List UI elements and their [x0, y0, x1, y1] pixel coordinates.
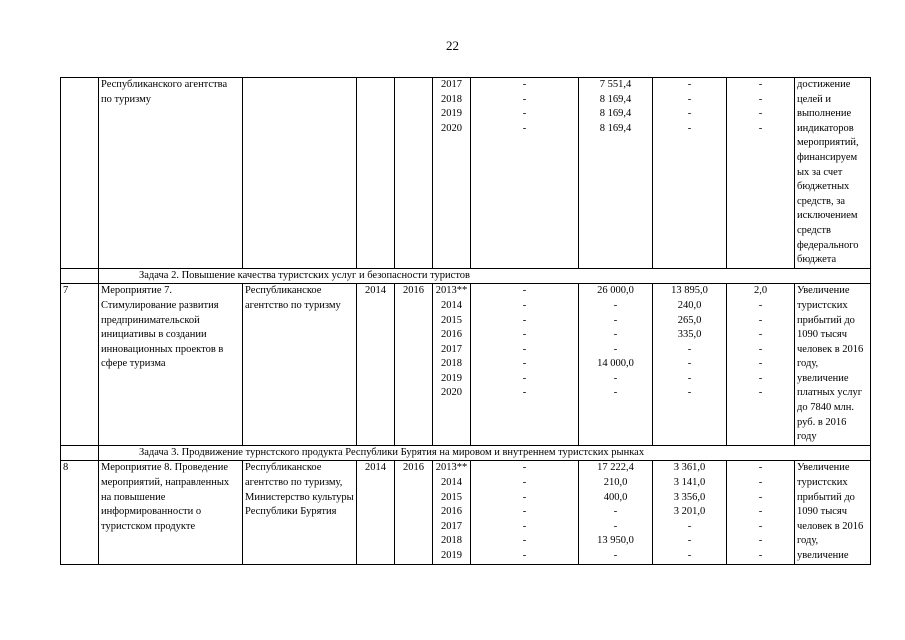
- funding-col-2-value: -: [613, 343, 618, 355]
- years-cell-value: 2014: [441, 299, 462, 311]
- funding-col-4-value: -: [758, 343, 763, 355]
- funding-col-1: [471, 461, 579, 564]
- funding-col-2: [579, 461, 653, 564]
- funding-col-1-value: -: [522, 550, 527, 561]
- years-cell: [433, 78, 471, 269]
- years-cell-value: 2015: [441, 314, 462, 326]
- funding-col-2-value: -: [613, 329, 618, 341]
- funding-col-3-value: 265,0: [677, 314, 702, 326]
- measure-name: Мероприятие 8. Проведение мероприятий, направленных на повышение информированности о туристском продукте: [99, 461, 243, 564]
- years-cell-value: 2013**: [435, 462, 468, 474]
- years-cell-value: 2015: [441, 491, 462, 503]
- years-cell-value: 2016: [441, 506, 462, 518]
- funding-col-4-value: -: [758, 387, 763, 399]
- start-year: 2014: [357, 461, 395, 564]
- funding-col-2-value: -: [613, 387, 618, 399]
- end-year: 2016: [395, 461, 433, 564]
- funding-col-4-value: -: [758, 108, 763, 120]
- funding-col-4-value: -: [758, 122, 763, 134]
- measure-name: Мероприятие 7. Стимулирование развития предпринимательской инициативы в создании инновационных проектов в сфере туризма: [99, 284, 243, 446]
- funding-col-2-value: -: [613, 550, 618, 561]
- task-row: [61, 445, 871, 461]
- funding-col-1: [471, 78, 579, 269]
- funding-col-4-value: -: [758, 314, 763, 326]
- executor: Республиканское агентство по туризму: [243, 284, 357, 446]
- years-cell-value: 2018: [441, 535, 462, 547]
- funding-col-4: [727, 284, 795, 446]
- funding-col-4-value: -: [758, 93, 763, 105]
- funding-col-3: [653, 284, 727, 446]
- funding-col-4-value: -: [758, 462, 763, 474]
- funding-col-3-value: 3 201,0: [673, 506, 706, 518]
- funding-col-4: [727, 461, 795, 564]
- years-cell: [433, 284, 471, 446]
- funding-col-1-value: -: [522, 122, 527, 134]
- funding-col-1: [471, 284, 579, 446]
- row-number: 7: [61, 284, 99, 446]
- funding-col-1-value: -: [522, 329, 527, 341]
- funding-col-3-value: -: [687, 387, 692, 399]
- funding-col-4-value: -: [758, 550, 763, 561]
- funding-col-4-value: 2,0: [753, 285, 768, 297]
- funding-col-3-value: -: [687, 93, 692, 105]
- funding-col-4-value: -: [758, 491, 763, 503]
- funding-col-4-value: -: [758, 506, 763, 518]
- funding-col-3-value: -: [687, 520, 692, 532]
- funding-col-2-value: -: [613, 520, 618, 532]
- funding-col-2: [579, 78, 653, 269]
- funding-col-4: [727, 78, 795, 269]
- years-cell-value: 2016: [441, 329, 462, 341]
- funding-col-2-value: -: [613, 314, 618, 326]
- funding-col-1-value: -: [522, 343, 527, 355]
- funding-col-1-value: -: [522, 358, 527, 370]
- funding-col-1-value: -: [522, 491, 527, 503]
- funding-col-2-value: -: [613, 299, 618, 311]
- funding-col-3-value: -: [687, 372, 692, 384]
- funding-col-1-value: -: [522, 506, 527, 518]
- funding-col-1-value: -: [522, 314, 527, 326]
- funding-col-1-value: -: [522, 477, 527, 489]
- years-cell-value: 2018: [441, 358, 462, 370]
- end-year: 2016: [395, 284, 433, 446]
- executor: [243, 78, 357, 269]
- years-cell-value: 2017: [441, 343, 462, 355]
- task-row: [61, 268, 871, 284]
- funding-col-3-value: -: [687, 343, 692, 355]
- funding-col-3-value: -: [687, 108, 692, 120]
- continuation-row: [61, 78, 871, 269]
- page-number: 22: [446, 38, 459, 53]
- funding-col-3-value: 335,0: [677, 329, 702, 341]
- funding-col-4-value: -: [758, 329, 763, 341]
- years-cell-value: 2017: [441, 520, 462, 532]
- funding-col-3: [653, 78, 727, 269]
- funding-col-2-value: 26 000,0: [597, 285, 634, 297]
- years-cell-value: 2019: [441, 372, 462, 384]
- years-cell-value: 2019: [441, 550, 462, 561]
- funding-col-1-value: -: [522, 372, 527, 384]
- funding-col-3-value: 13 895,0: [671, 285, 708, 297]
- years-cell-value: 2018: [441, 93, 462, 105]
- years-cell-value: 2020: [441, 122, 462, 134]
- funding-col-2-value: 8 169,4: [599, 108, 632, 120]
- funding-col-4-value: -: [758, 299, 763, 311]
- funding-col-2-value: 13 950,0: [597, 535, 634, 547]
- years-cell-value: 2019: [441, 108, 462, 120]
- end-year: [395, 78, 433, 269]
- start-year: 2014: [357, 284, 395, 446]
- funding-col-1-value: -: [522, 462, 527, 474]
- funding-col-3-value: -: [687, 550, 692, 561]
- task-title: Задача 2. Повышение качества туристских услуг и безопасности туристов: [99, 268, 871, 284]
- row-number: 8: [61, 461, 99, 564]
- funding-col-1-value: -: [522, 108, 527, 120]
- program-table: [60, 77, 871, 565]
- task-number-cell: [61, 445, 99, 461]
- funding-col-2-value: 17 222,4: [597, 462, 634, 474]
- years-cell-value: 2017: [441, 79, 462, 90]
- funding-col-3-value: -: [687, 358, 692, 370]
- funding-col-4-value: -: [758, 79, 763, 90]
- funding-col-2-value: 400,0: [603, 491, 628, 503]
- executor: Республиканское агентство по туризму, Министерство культуры Республики Бурятия: [243, 461, 357, 564]
- row-number: [61, 78, 99, 269]
- funding-col-4-value: -: [758, 535, 763, 547]
- funding-col-2-value: 8 169,4: [599, 93, 632, 105]
- funding-col-4-value: -: [758, 372, 763, 384]
- funding-col-2-value: -: [613, 506, 618, 518]
- funding-col-1-value: -: [522, 535, 527, 547]
- funding-col-1-value: -: [522, 299, 527, 311]
- years-cell: [433, 461, 471, 564]
- funding-col-1-value: -: [522, 79, 527, 90]
- expected-result: Увеличение туристских прибытий до 1090 тысяч человек в 2016 году, увеличение платных услуг до 7840 млн. руб. в 2016 году: [795, 284, 871, 446]
- funding-col-2-value: 7 551,4: [599, 79, 632, 90]
- funding-col-4-value: -: [758, 477, 763, 489]
- measure-name: Республиканского агентства по туризму: [99, 78, 243, 269]
- expected-result: достижение целей и выполнение индикаторов мероприятий, финансируем ых за счет бюджетных средств, за исключением средств федерального бюджета: [795, 78, 871, 269]
- funding-col-2-value: 8 169,4: [599, 122, 632, 134]
- funding-col-1-value: -: [522, 93, 527, 105]
- funding-col-2-value: 210,0: [603, 477, 628, 489]
- funding-col-3-value: -: [687, 122, 692, 134]
- funding-col-4-value: -: [758, 520, 763, 532]
- measure-row: [61, 284, 871, 446]
- funding-col-1-value: -: [522, 387, 527, 399]
- funding-col-1-value: -: [522, 520, 527, 532]
- task-title: Задача 3. Продвижение турнстского продукта Республики Бурятия на мировом и внутреннем туристских рынках: [99, 445, 871, 461]
- funding-col-3: [653, 461, 727, 564]
- funding-col-2: [579, 284, 653, 446]
- funding-col-3-value: 3 361,0: [673, 462, 706, 474]
- funding-col-4-value: -: [758, 358, 763, 370]
- funding-col-1-value: -: [522, 285, 527, 297]
- funding-col-2-value: -: [613, 372, 618, 384]
- funding-col-3-value: 3 356,0: [673, 491, 706, 503]
- funding-col-3-value: 3 141,0: [673, 477, 706, 489]
- years-cell-value: 2020: [441, 387, 462, 399]
- years-cell-value: 2013**: [435, 285, 468, 297]
- start-year: [357, 78, 395, 269]
- task-number-cell: [61, 268, 99, 284]
- years-cell-value: 2014: [441, 477, 462, 489]
- funding-col-3-value: -: [687, 79, 692, 90]
- funding-col-2-value: 14 000,0: [597, 358, 634, 370]
- funding-col-3-value: 240,0: [677, 299, 702, 311]
- measure-row: [61, 461, 871, 564]
- funding-col-3-value: -: [687, 535, 692, 547]
- expected-result: Увеличение туристских прибытий до 1090 тысяч человек в 2016 году, увеличение: [795, 461, 871, 564]
